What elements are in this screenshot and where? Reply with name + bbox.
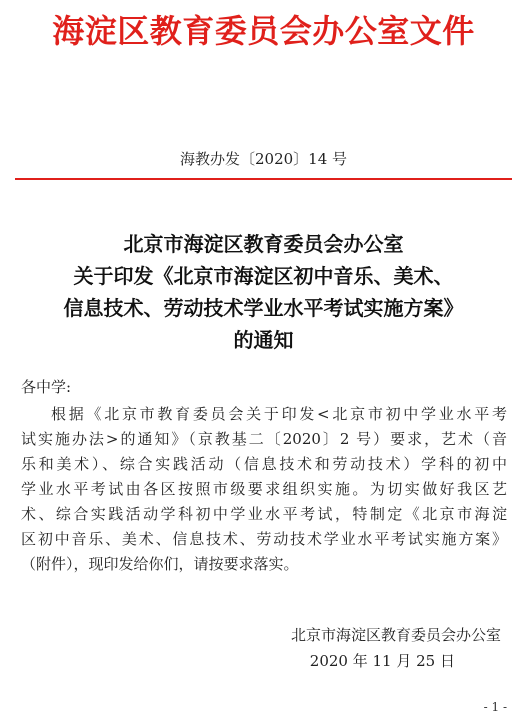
signature-organization: 北京市海淀区教育委员会办公室 bbox=[290, 626, 501, 644]
body-line: 试实施办法>的通知》（京教基二〔2020〕2 号）要求，艺术（音 bbox=[21, 430, 507, 448]
document-header-title: 海淀区教育委员会办公室文件 bbox=[52, 12, 475, 50]
signature-date: 2020 年 11 月 25 日 bbox=[309, 652, 455, 670]
recipient-salutation: 各中学: bbox=[21, 378, 72, 396]
notice-title-line: 北京市海淀区教育委员会办公室 bbox=[123, 232, 404, 256]
red-divider-line bbox=[15, 178, 512, 180]
body-paragraph bbox=[21, 402, 507, 577]
notice-title-line: 的通知 bbox=[233, 328, 294, 352]
notice-title bbox=[0, 228, 527, 356]
body-line: 根据《北京市教育委员会关于印发<北京市初中学业水平考 bbox=[51, 405, 507, 423]
page-number: - 1 - bbox=[483, 700, 507, 714]
notice-title-line: 关于印发《北京市海淀区初中音乐、美术、 bbox=[73, 264, 454, 288]
body-line: 乐和美术）、综合实践活动（信息技术和劳动技术）学科的初中 bbox=[21, 455, 507, 473]
notice-title-line: 信息技术、劳动技术学业水平考试实施方案》 bbox=[63, 296, 464, 320]
document-number: 海教办发〔2020〕14 号 bbox=[179, 150, 348, 168]
body-line: 区初中音乐、美术、信息技术、劳动技术学业水平考试实施方案》 bbox=[21, 530, 507, 548]
body-line: 术、综合实践活动学科初中学业水平考试，特制定《北京市海淀 bbox=[21, 505, 507, 523]
body-line: 学业水平考试由各区按照市级要求组织实施。为切实做好我区艺 bbox=[21, 480, 507, 498]
body-line: （附件），现印发给你们，请按要求落实。 bbox=[21, 555, 299, 573]
signature-block bbox=[291, 622, 501, 674]
